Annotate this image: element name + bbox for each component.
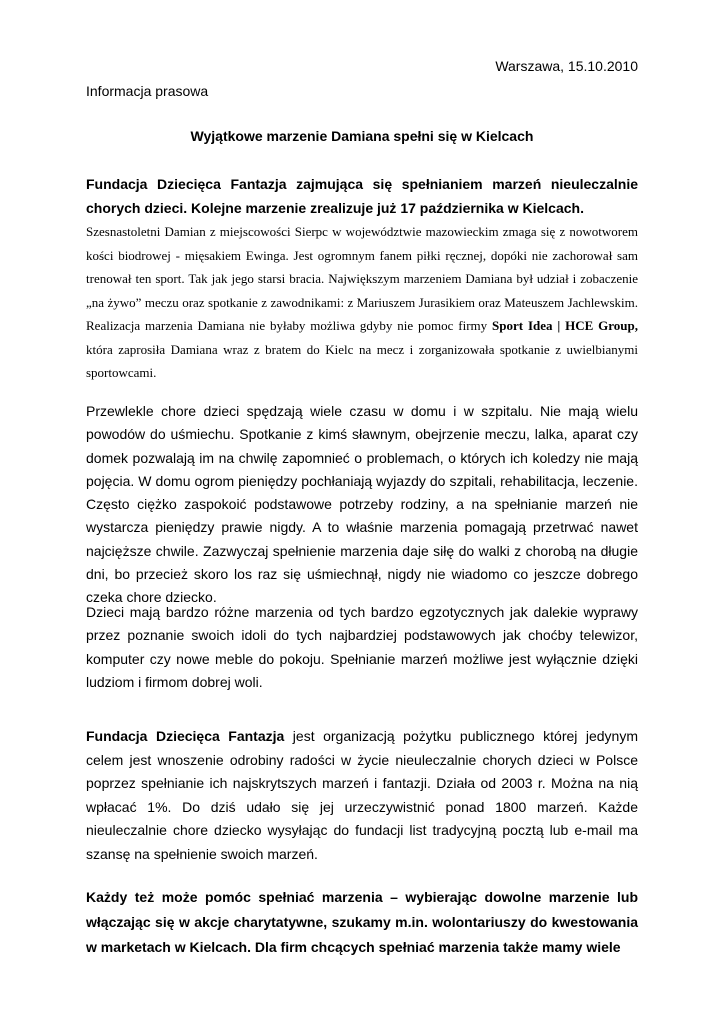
body-paragraph-3 [86, 725, 638, 866]
date-line: Warszawa, 15.10.2010 [495, 58, 638, 74]
sponsor-name: Sport Idea | HCE Group, [492, 318, 639, 333]
document-type-label: Informacja prasowa [86, 83, 209, 99]
body-paragraph-4: Każdy też może pomóc spełniać marzenia – wybierając dowolne marzenie lub włączając się w akcje charytatywne, szukamy m.in. wolontariuszy do kwestowania w marketach w Kielcach. Dla firm chcących spełniać marzenia także mamy wiele [86, 889, 638, 955]
lead-paragraph: Fundacja Dziecięca Fantazja zajmująca się spełnianiem marzeń nieuleczalnie chorych dzieci. Kolejne marzenie zrealizuje już 17 października w Kielcach. [86, 176, 638, 216]
body-paragraph-2: Dzieci mają bardzo różne marzenia od tych bardzo egzotycznych jak dalekie wyprawy przez poznanie swoich idoli do tych najbardziej podstawowych jak choćby telewizor, komputer czy nowe meble do pokoju. Spełnianie marzeń możliwe jest wyłącznie dzięki ludziom i firmom dobrej woli. [86, 604, 638, 690]
body-paragraph-1: Przewlekle chore dzieci spędzają wiele czasu w domu i w szpitalu. Nie mają wielu powodów do uśmiechu. Spotkanie z kimś sławnym, obejrzenie meczu, lalka, aparat czy domek pozwalają im na chwilę zapomnieć o problemach, o których ich koledzy nie mają pojęcia. W domu ogrom pieniędzy pochłaniają wyjazdy do szpitali, rehabilitacja, leczenie. Często ciężko zaspokoić podstawowe potrzeby rodziny, a na spełnianie marzeń nie wystarcza pieniędzy prawie nigdy. A to właśnie marzenia pomagają przetrwać nawet najcięższe chwile. Zazwyczaj spełnienie marzenia daje siłę do walki z chorobą na długie dni, bo przecież skoro los raz się uśmiechnął, nigdy nie wiadomo co jeszcze dobrego czeka chore dziecko. [86, 403, 638, 606]
story-text-start: Szesnastoletni Damian z miejscowości Sierpc w województwie mazowieckim zmaga się z nowotworem kości biodrowej - mięsakiem Ewinga. Jest ogromnym fanem piłki ręcznej, dopóki nie zachorował sam trenował ten sport. Tak jak jego starsi bracia. Największym marzeniem Damiana był udział i zobaczenie „na żywo” meczu oraz spotkanie z zawodnikami: z Mariuszem Jurasikiem oraz Mateuszem Jachlewskim. Realizacja marzenia Damiana nie byłaby możliwa gdyby nie pomoc firmy [86, 224, 638, 333]
foundation-name: Fundacja Dziecięca Fantazja [86, 728, 285, 744]
foundation-description: jest organizacją pożytku publicznego której jedynym celem jest wnoszenie odrobiny radości w życie nieuleczalnie chorych dzieci w Polsce poprzez spełnianie ich najskrytszych marzeń i fantazji. Działa od 2003 r. Można na nią wpłacać 1%. Do dziś udało się jej urzeczywistnić ponad 1800 marzeń. Każde nieuleczalnie chore dziecko wysyłając do fundacji list tradycyjną pocztą lub e-mail ma szansę na spełnienie swoich marzeń. [86, 728, 639, 862]
story-text-end: która zaprosiła Damiana wraz z bratem do Kielc na mecz i zorganizowała spotkanie z uwielbianymi sportowcami. [86, 341, 638, 380]
page-title: Wyjątkowe marzenie Damiana spełni się w Kielcach [190, 128, 534, 144]
story-paragraph [86, 220, 638, 385]
